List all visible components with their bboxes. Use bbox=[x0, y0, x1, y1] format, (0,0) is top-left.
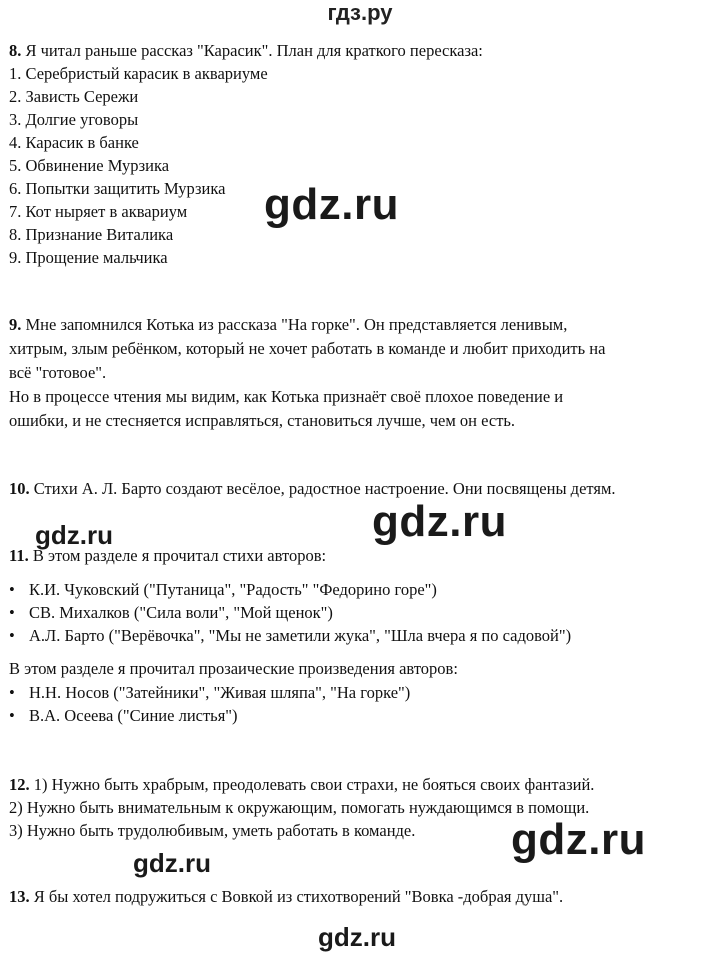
plan-item: 6. Попытки защитить Мурзика bbox=[9, 179, 226, 198]
q12-number: 12. bbox=[9, 775, 30, 794]
plan-item: 5. Обвинение Мурзика bbox=[9, 156, 170, 175]
plan-item: 9. Прощение мальчика bbox=[9, 248, 168, 267]
list-item bbox=[9, 705, 238, 727]
q11-intro-text: В этом разделе я прочитал стихи авторов: bbox=[28, 546, 327, 565]
poet-entry: К.И. Чуковский ("Путаница", "Радость" "Федорино горе") bbox=[29, 580, 437, 599]
list-item bbox=[9, 602, 333, 624]
q9-text: Мне запомнился Котька из рассказа "На горке". Он представляется ленивым, bbox=[21, 315, 568, 334]
q9-line: всё "готовое". bbox=[9, 363, 107, 382]
q13-line bbox=[9, 886, 563, 908]
watermark: gdz.ru bbox=[372, 497, 507, 546]
list-item bbox=[9, 682, 410, 704]
q8-intro-text: Я читал раньше рассказ "Карасик". План для краткого пересказа: bbox=[21, 41, 483, 60]
q8-number: 8. bbox=[9, 41, 22, 60]
list-item bbox=[9, 625, 571, 647]
prose-entry: В.А. Осеева ("Синие листья") bbox=[29, 706, 238, 725]
q10-number: 10. bbox=[9, 479, 30, 498]
q13-number: 13. bbox=[9, 887, 30, 906]
q12-line: 2) Нужно быть внимательным к окружающим, помогать нуждающимся в помощи. bbox=[9, 798, 590, 817]
bullet-icon: • bbox=[9, 603, 15, 622]
list-item bbox=[9, 579, 437, 601]
q10-text: Стихи А. Л. Барто создают весёлое, радостное настроение. Они посвящены детям. bbox=[29, 479, 616, 498]
bullet-icon: • bbox=[9, 706, 15, 725]
q12-text: 1) Нужно быть храбрым, преодолевать свои страхи, не бояться своих фантазий. bbox=[29, 775, 595, 794]
plan-item: 3. Долгие уговоры bbox=[9, 110, 139, 129]
watermark: gdz.ru bbox=[511, 815, 646, 864]
q9-number: 9. bbox=[9, 315, 22, 334]
q12-line bbox=[9, 774, 594, 796]
q9-line bbox=[9, 314, 567, 336]
watermark: gdz.ru bbox=[35, 520, 113, 550]
watermark: gdz.ru bbox=[133, 848, 211, 878]
prose-entry: Н.Н. Носов ("Затейники", "Живая шляпа", "На горке") bbox=[29, 683, 411, 702]
q11-number: 11. bbox=[9, 546, 29, 565]
plan-item: 7. Кот ныряет в аквариум bbox=[9, 202, 188, 221]
bullet-icon: • bbox=[9, 580, 15, 599]
q13-text: Я бы хотел подружиться с Вовкой из стихотворений "Вовка -добрая душа". bbox=[29, 887, 564, 906]
q9-line: ошибки, и не стесняется исправляться, становиться лучше, чем он есть. bbox=[9, 411, 516, 430]
poet-entry: СВ. Михалков ("Сила воли", "Мой щенок") bbox=[29, 603, 333, 622]
q9-line: хитрым, злым ребёнком, который не хочет работать в команде и любит приходить на bbox=[9, 339, 606, 358]
plan-item: 2. Зависть Сережи bbox=[9, 87, 139, 106]
prose-intro: В этом разделе я прочитал прозаические произведения авторов: bbox=[9, 659, 458, 678]
plan-item: 8. Признание Виталика bbox=[9, 225, 174, 244]
bullet-icon: • bbox=[9, 626, 15, 645]
q9-line: Но в процессе чтения мы видим, как Котька признаёт своё плохое поведение и bbox=[9, 387, 564, 406]
watermark: gdz.ru bbox=[318, 922, 396, 952]
plan-item: 1. Серебристый карасик в аквариуме bbox=[9, 64, 268, 83]
bullet-icon: • bbox=[9, 683, 15, 702]
q12-line: 3) Нужно быть трудолюбивым, уметь работать в команде. bbox=[9, 821, 416, 840]
q8-intro bbox=[9, 40, 483, 62]
poet-entry: А.Л. Барто ("Верёвочка", "Мы не заметили жука", "Шла вчера я по садовой") bbox=[29, 626, 572, 645]
site-header: гдз.ру bbox=[327, 0, 393, 25]
watermark: gdz.ru bbox=[264, 180, 399, 229]
q10-line bbox=[9, 478, 616, 500]
plan-item: 4. Карасик в банке bbox=[9, 133, 139, 152]
